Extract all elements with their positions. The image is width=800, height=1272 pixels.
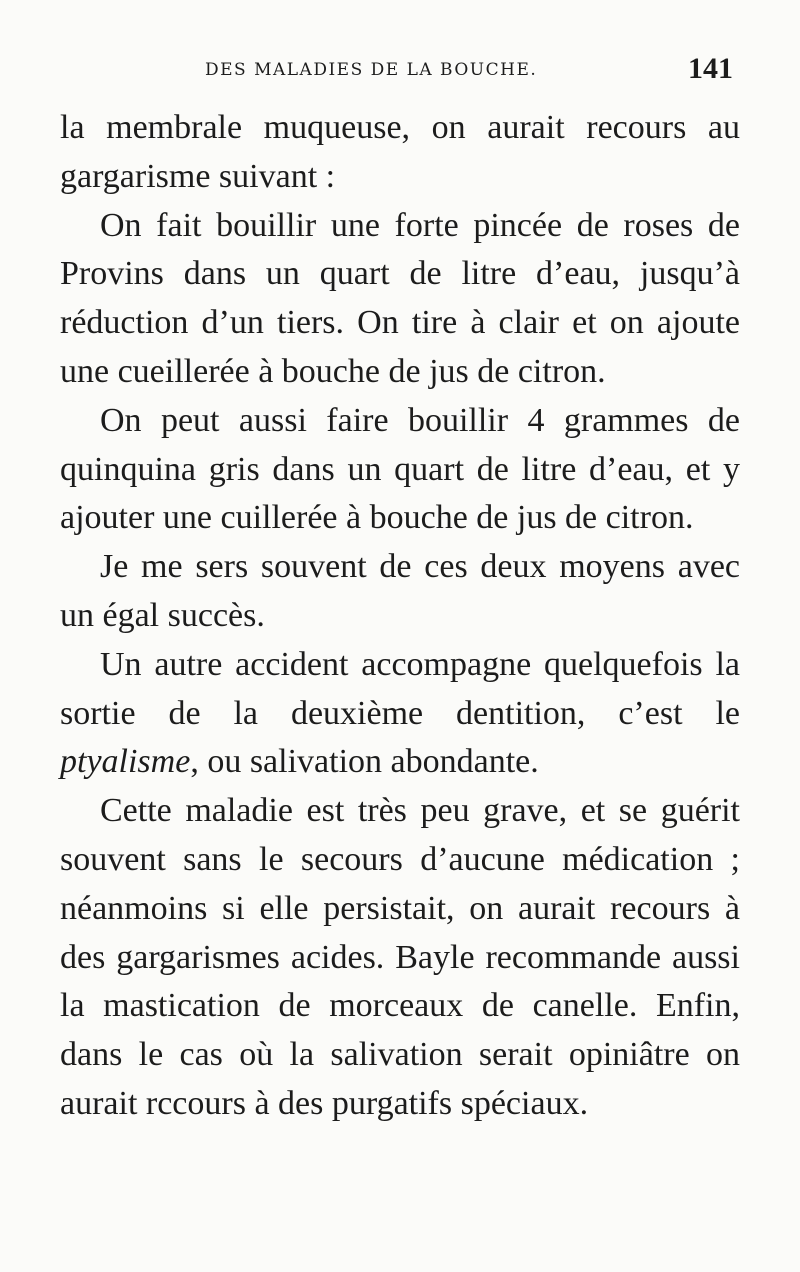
running-head: DES MALADIES DE LA BOUCHE. — [205, 60, 538, 80]
paragraph-5 — [60, 641, 740, 787]
page-number: 141 — [688, 52, 733, 85]
body-text — [60, 104, 740, 1129]
paragraph-6: Cette maladie est très peu grave, et se guérit souvent sans le secours d’aucune médication ; néanmoins si elle persistait, on aurait recours à des gargarismes acides. Bayle recommande aussi la mastication de morceaux de canelle. Enfin, dans le cas où la salivation serait opiniâtre on aurait rccours à des purgatifs spéciaux. — [60, 792, 740, 1122]
ptyalisme-term: ptyalisme — [60, 743, 191, 781]
page-header — [0, 52, 800, 86]
paragraph-1: la membrale muqueuse, on aurait recours au gargarisme suivant : — [60, 109, 740, 195]
paragraph-2: On fait bouillir une forte pincée de roses de Provins dans un quart de litre d’eau, jusqu’à réduction d’un tiers. On tire à clair et on ajoute une cueillerée à bouche de jus de citron. — [60, 206, 740, 390]
paragraph-4: Je me sers souvent de ces deux moyens avec un égal succès. — [60, 548, 740, 634]
paragraph-5-text-end: , ou salivation abondante. — [190, 743, 539, 781]
paragraph-3: On peut aussi faire bouillir 4 grammes de quinquina gris dans un quart de litre d’eau, et y ajouter une cuillerée à bouche de jus de citron. — [60, 401, 740, 537]
paragraph-5-text-start: Un autre accident accompagne quelquefois la sortie de la deuxième dentition, c’est le — [60, 645, 740, 732]
